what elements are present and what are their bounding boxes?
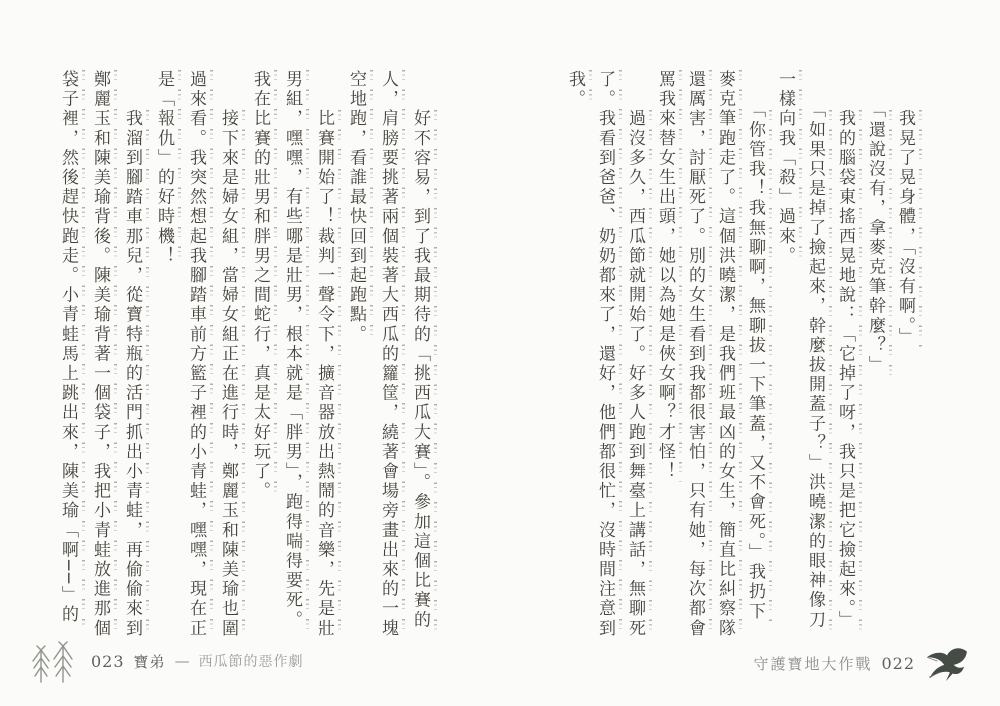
text-column: 我晃了晃身體，「沒有啊。」: [890, 70, 920, 654]
right-footer-title: 守護寶地大作戰: [753, 654, 873, 673]
text-column: 鄭麗玉和陳美瑜背後。陳美瑜背著一個袋子，我把小青蛙放進那個: [84, 70, 116, 654]
text-column: 袋子裡，然後趕快跑走。小青蛙馬上跳出來，陳美瑜「啊──」的: [52, 70, 84, 654]
text-column: 「還說沒有，拿麥克筆幹麼？」: [860, 70, 890, 654]
text-column: 「你管我！我無聊啊，無聊拔一下筆蓋，又不會死。」我扔下: [740, 70, 770, 654]
text-column: 我在比賽的壯男和胖男之間蛇行，真是太好玩了。: [244, 70, 276, 654]
text-column: 我的腦袋東搖西晃地說：「它掉了呀，我只是把它撿起來。」: [830, 70, 860, 654]
text-column: 了。我看到爸爸、奶奶都來了，還好，他們都很忙，沒時間注意到: [590, 70, 620, 654]
swallow-bird-icon: [924, 644, 970, 682]
left-page-footer: [26, 638, 304, 684]
text-column: 空地跑，看誰最快回到起跑點。: [340, 70, 372, 654]
text-column: 「如果只是掉了撿起來，幹麼拔開蓋子？」洪曉潔的眼神像刀: [800, 70, 830, 654]
text-column: 是「報仇」的好時機！: [148, 70, 180, 654]
right-page-number: 022: [881, 653, 915, 673]
right-page-text: [560, 70, 920, 654]
text-column: 還厲害，討厭死了。別的女生看到我都很害怕，只有她，每次都會: [680, 70, 710, 654]
right-page-footer: [753, 644, 970, 682]
text-column: 我溜到腳踏車那兒，從寶特瓶的活門抓出小青蛙，再偷偷來到: [116, 70, 148, 654]
text-column: 過來看。我突然想起我腳踏車前方籃子裡的小青蛙，嘿嘿，現在正: [180, 70, 212, 654]
text-column: 男組，嘿嘿，有些哪是壯男，根本就是「胖男」，跑得喘得要死。: [276, 70, 308, 654]
text-column: 人，肩膀要挑著兩個裝著大西瓜的籮筐，繞著會場旁畫出來的一塊: [372, 70, 404, 654]
text-column: 我。: [560, 70, 590, 654]
text-column: 罵我來替女生出頭，她以為她是俠女啊？才怪！: [650, 70, 680, 654]
chapter-title: 西瓜節的惡作劇: [198, 654, 304, 670]
text-column: 接下來是婦女組，當婦女組正在進行時，鄭麗玉和陳美瑜也圍: [212, 70, 244, 654]
footer-separator: —: [174, 652, 190, 670]
text-column: 麥克筆跑走了。這個洪曉潔，是我們班最凶的女生，簡直比糾察隊: [710, 70, 740, 654]
left-page-text: [52, 70, 436, 654]
text-column: 好不容易，到了我最期待的「挑西瓜大賽」。參加這個比賽的: [404, 70, 436, 654]
text-column: 比賽開始了！裁判一聲令下，擴音器放出熱鬧的音樂，先是壯: [308, 70, 340, 654]
left-page-number: 023: [91, 651, 125, 671]
text-column: 一樣向我「殺」過來。: [770, 70, 800, 654]
series-title: 寶弟: [133, 652, 166, 671]
pine-trees-icon: [26, 638, 82, 684]
text-column: 過沒多久，西瓜節就開始了。好多人跑到舞臺上講話，無聊死: [620, 70, 650, 654]
